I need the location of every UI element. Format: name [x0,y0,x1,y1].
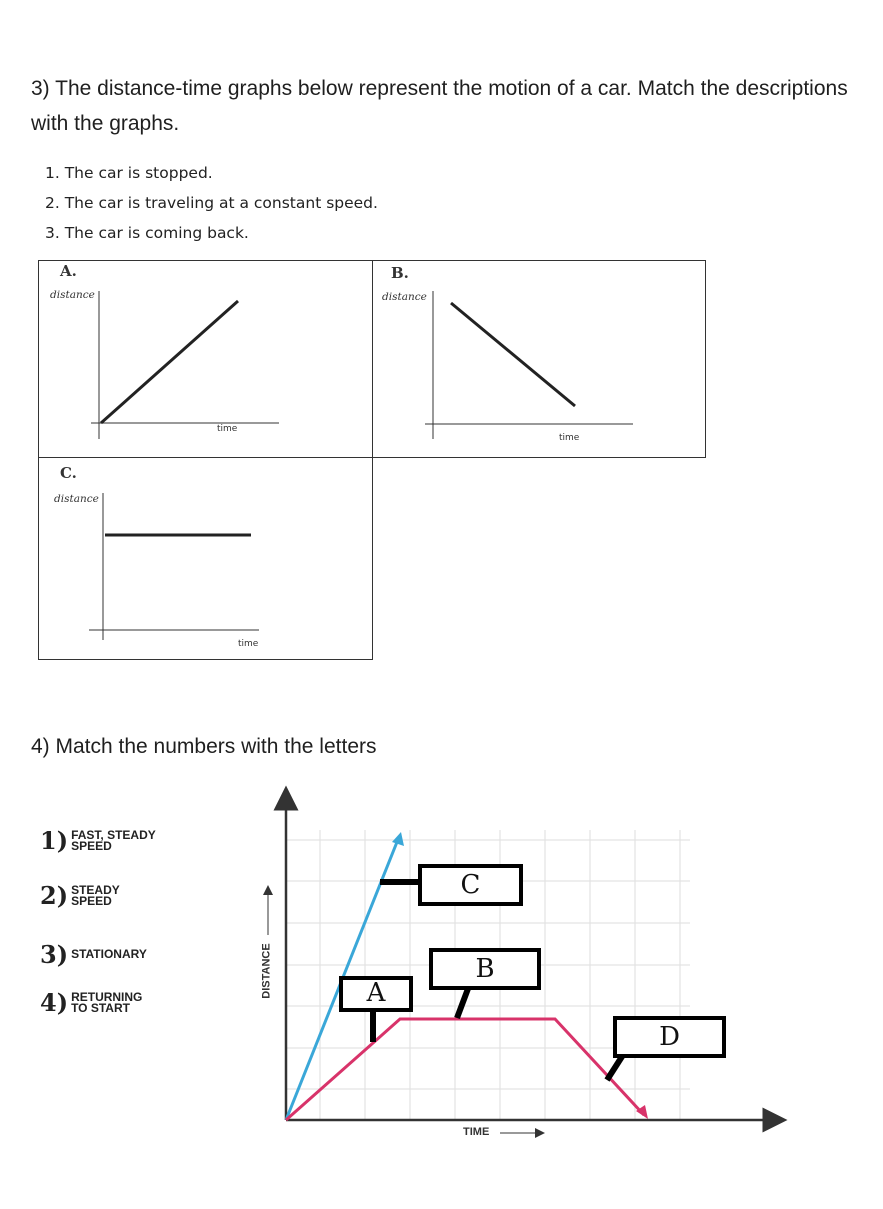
fast-speed-arrowhead [392,832,404,846]
distance-axis-label: DISTANCE [260,943,273,999]
box-label-a: A [339,976,413,1012]
graph-b-cell [372,260,706,458]
graph-c-ylabel: distance [54,493,99,505]
legend-item-4 [40,988,142,1017]
legend-item-1 [40,826,156,855]
list-item: 2. The car is traveling at a constant speed. [45,194,378,212]
legend-text: RETURNING TO START [71,989,143,1015]
graph-a-line [101,301,238,423]
connector-b [457,986,469,1018]
graph-a-label: A. [60,262,77,280]
question-3-text: 3) The distance-time graphs below represent the motion of a car. Match the descriptions with the graphs. [31,77,848,135]
box-label-b: B [429,948,541,990]
graph-a-xlabel: time [217,424,238,434]
legend-item-2 [40,881,120,910]
legend-text: STEADY SPEED [71,882,120,908]
motion-graph [255,780,795,1150]
graph-table [38,260,706,660]
graph-c-cell [38,457,373,660]
question-4-text: 4) Match the numbers with the letters [31,735,377,758]
graph-a-ylabel: distance [50,289,95,301]
legend-text: STATIONARY [71,947,147,961]
list-item: 3. The car is coming back. [45,224,249,242]
graph-c-xlabel: time [238,639,259,649]
box-label-c: C [418,864,523,906]
graph-a-plot [39,261,374,459]
graph-b-plot [373,261,707,459]
graph-b-ylabel: distance [382,291,427,303]
description-list [45,158,378,248]
graph-a-cell [38,260,373,458]
legend-number: 3) [40,940,69,969]
connector-d [607,1055,623,1080]
list-item: 1. The car is stopped. [45,164,213,182]
graph-b-line [451,303,575,406]
time-axis-label: TIME [463,1126,490,1138]
graph-b-label: B. [391,264,409,282]
legend-number: 4) [40,988,69,1017]
legend-number: 2) [40,881,69,910]
box-label-d: D [613,1016,726,1058]
graph-c-plot [39,458,374,661]
legend-number: 1) [40,826,69,855]
legend-item-3 [40,940,147,969]
legend-text: FAST, STEADY SPEED [71,827,156,853]
graph-b-xlabel: time [559,433,580,443]
graph-c-label: C. [60,464,77,482]
